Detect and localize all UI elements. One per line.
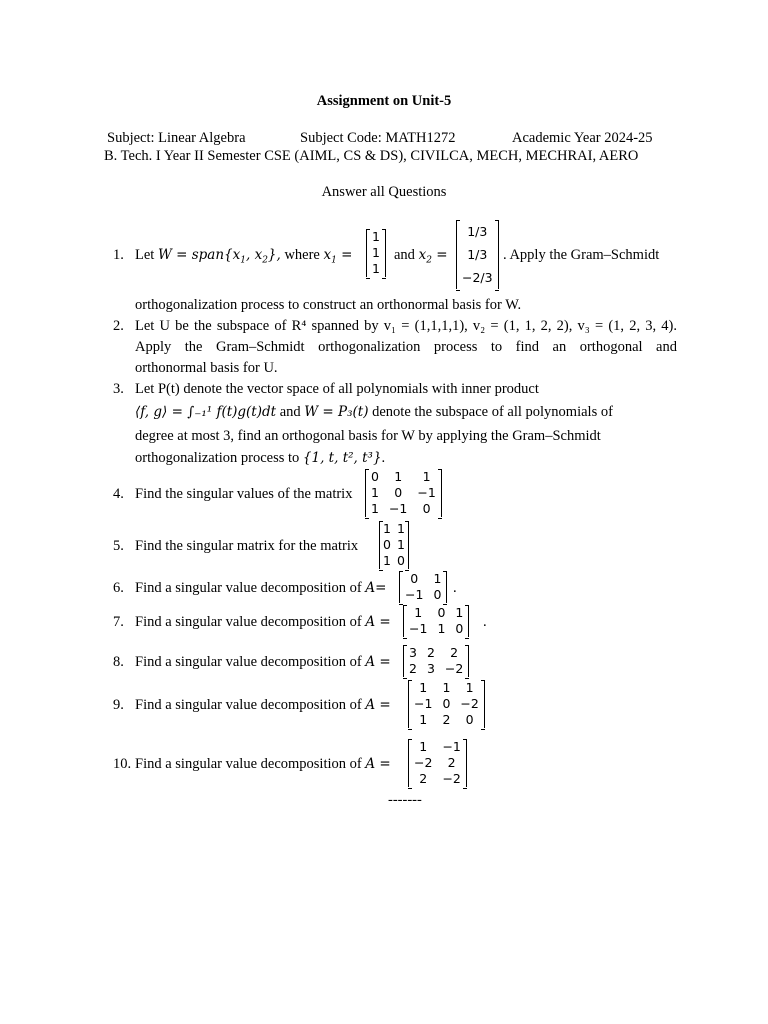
- question-5-text: Find the singular matrix for the matrix: [135, 538, 359, 554]
- question-number: 8.: [113, 654, 124, 670]
- question-9-text: Find a singular value decomposition of A =: [135, 697, 391, 713]
- question-number: 5.: [113, 538, 124, 554]
- polynomial-set: {1, t, t², t³}: [302, 450, 382, 466]
- question-3-line-4: orthogonalization process to {1, t, t², t³}.: [135, 450, 386, 466]
- question-3-line-1: Let P(t) denote the vector space of all polynomials with inner product: [135, 381, 539, 397]
- question-number: 10.: [113, 756, 132, 772]
- document-title: Assignment on Unit-5: [316, 93, 452, 109]
- q1-x2-part: and $x_2$ =: [394, 247, 448, 266]
- question-1-line-2: orthogonalization process to construct an orthonormal basis for W.: [135, 297, 522, 313]
- q6-matrix: 0 1 −1 0: [399, 571, 447, 606]
- subject-label: Subject: Linear Algebra: [107, 130, 246, 146]
- program-line: B. Tech. I Year II Semester CSE (AIML, CS & DS), CIVILCA, MECH, MECHRAI, AERO: [104, 148, 639, 164]
- q1-x1-label: $x_1$ =: [323, 247, 353, 266]
- academic-year-label: Academic Year 2024-25: [512, 130, 653, 146]
- q1-x1-vector: 1 1 1: [366, 229, 386, 280]
- question-2-line-2: Apply the Gram–Schmidt orthogonalization process to find an orthogonal and: [135, 339, 677, 355]
- question-number: 6.: [113, 580, 124, 596]
- question-number: 2.: [113, 318, 124, 334]
- q1-apply-text: . Apply the Gram–Schmidt: [503, 247, 660, 263]
- question-2-line-1: Let U be the subspace of R⁴ spanned by v₁ = (1,1,1,1), v₂ = (1, 1, 2, 2), v₃ = (1, 2, 3, 4).: [135, 318, 677, 334]
- q8-matrix: 3 2 2 2 3 −2: [403, 645, 469, 680]
- q1-where: where: [284, 247, 320, 263]
- q1-prefix: Let: [135, 247, 155, 263]
- question-10-text: Find a singular value decomposition of A =: [135, 756, 391, 772]
- question-3-line-3: degree at most 3, find an orthogonal basis for W by applying the Gram–Schmidt: [135, 428, 601, 444]
- subject-code-label: Subject Code: MATH1272: [300, 130, 456, 146]
- question-8-text: Find a singular value decomposition of A =: [135, 654, 391, 670]
- question-4-text: Find the singular values of the matrix: [135, 486, 353, 502]
- question-number: 4.: [113, 486, 124, 502]
- q7-end: .: [483, 614, 487, 630]
- question-number: 1.: [113, 247, 124, 263]
- q9-matrix: 1 1 1 −1 0 −2 1 2 0: [408, 680, 485, 731]
- question-number: 7.: [113, 614, 124, 630]
- instructions: Answer all Questions: [321, 184, 447, 200]
- question-1-line-1: [135, 247, 352, 266]
- q1-x2-vector: 1/3 1/3 −2/3: [456, 220, 499, 292]
- question-3-line-2: ⟨f, g⟩ = ∫₋₁¹ f(t)g(t)dt and W = P₃(t) denote the subspace of all polynomials of: [135, 404, 613, 420]
- question-number: 3.: [113, 381, 124, 397]
- end-separator: -------: [388, 792, 422, 808]
- inner-product-formula: ⟨f, g⟩ = ∫₋₁¹ f(t)g(t)dt: [135, 404, 277, 420]
- q4-matrix: 0 1 1 1 0 −1 1 −1 0: [365, 469, 442, 520]
- question-7-text: Find a singular value decomposition of A =: [135, 614, 391, 630]
- q7-matrix: 1 0 1 −1 1 0: [403, 605, 469, 640]
- question-6-text: Find a singular value decomposition of A=: [135, 580, 387, 596]
- question-2-line-3: orthonormal basis for U.: [135, 360, 278, 376]
- subspace-w: W = P₃(t): [304, 404, 369, 420]
- question-number: 9.: [113, 697, 124, 713]
- q1-span-expression: $W = span\{x_1$, $x_2$},: [157, 247, 281, 266]
- q5-matrix: 1 1 0 1 1 0: [379, 521, 409, 572]
- q6-end: .: [453, 580, 457, 596]
- q10-matrix: 1 −1 −2 2 2 −2: [408, 739, 467, 790]
